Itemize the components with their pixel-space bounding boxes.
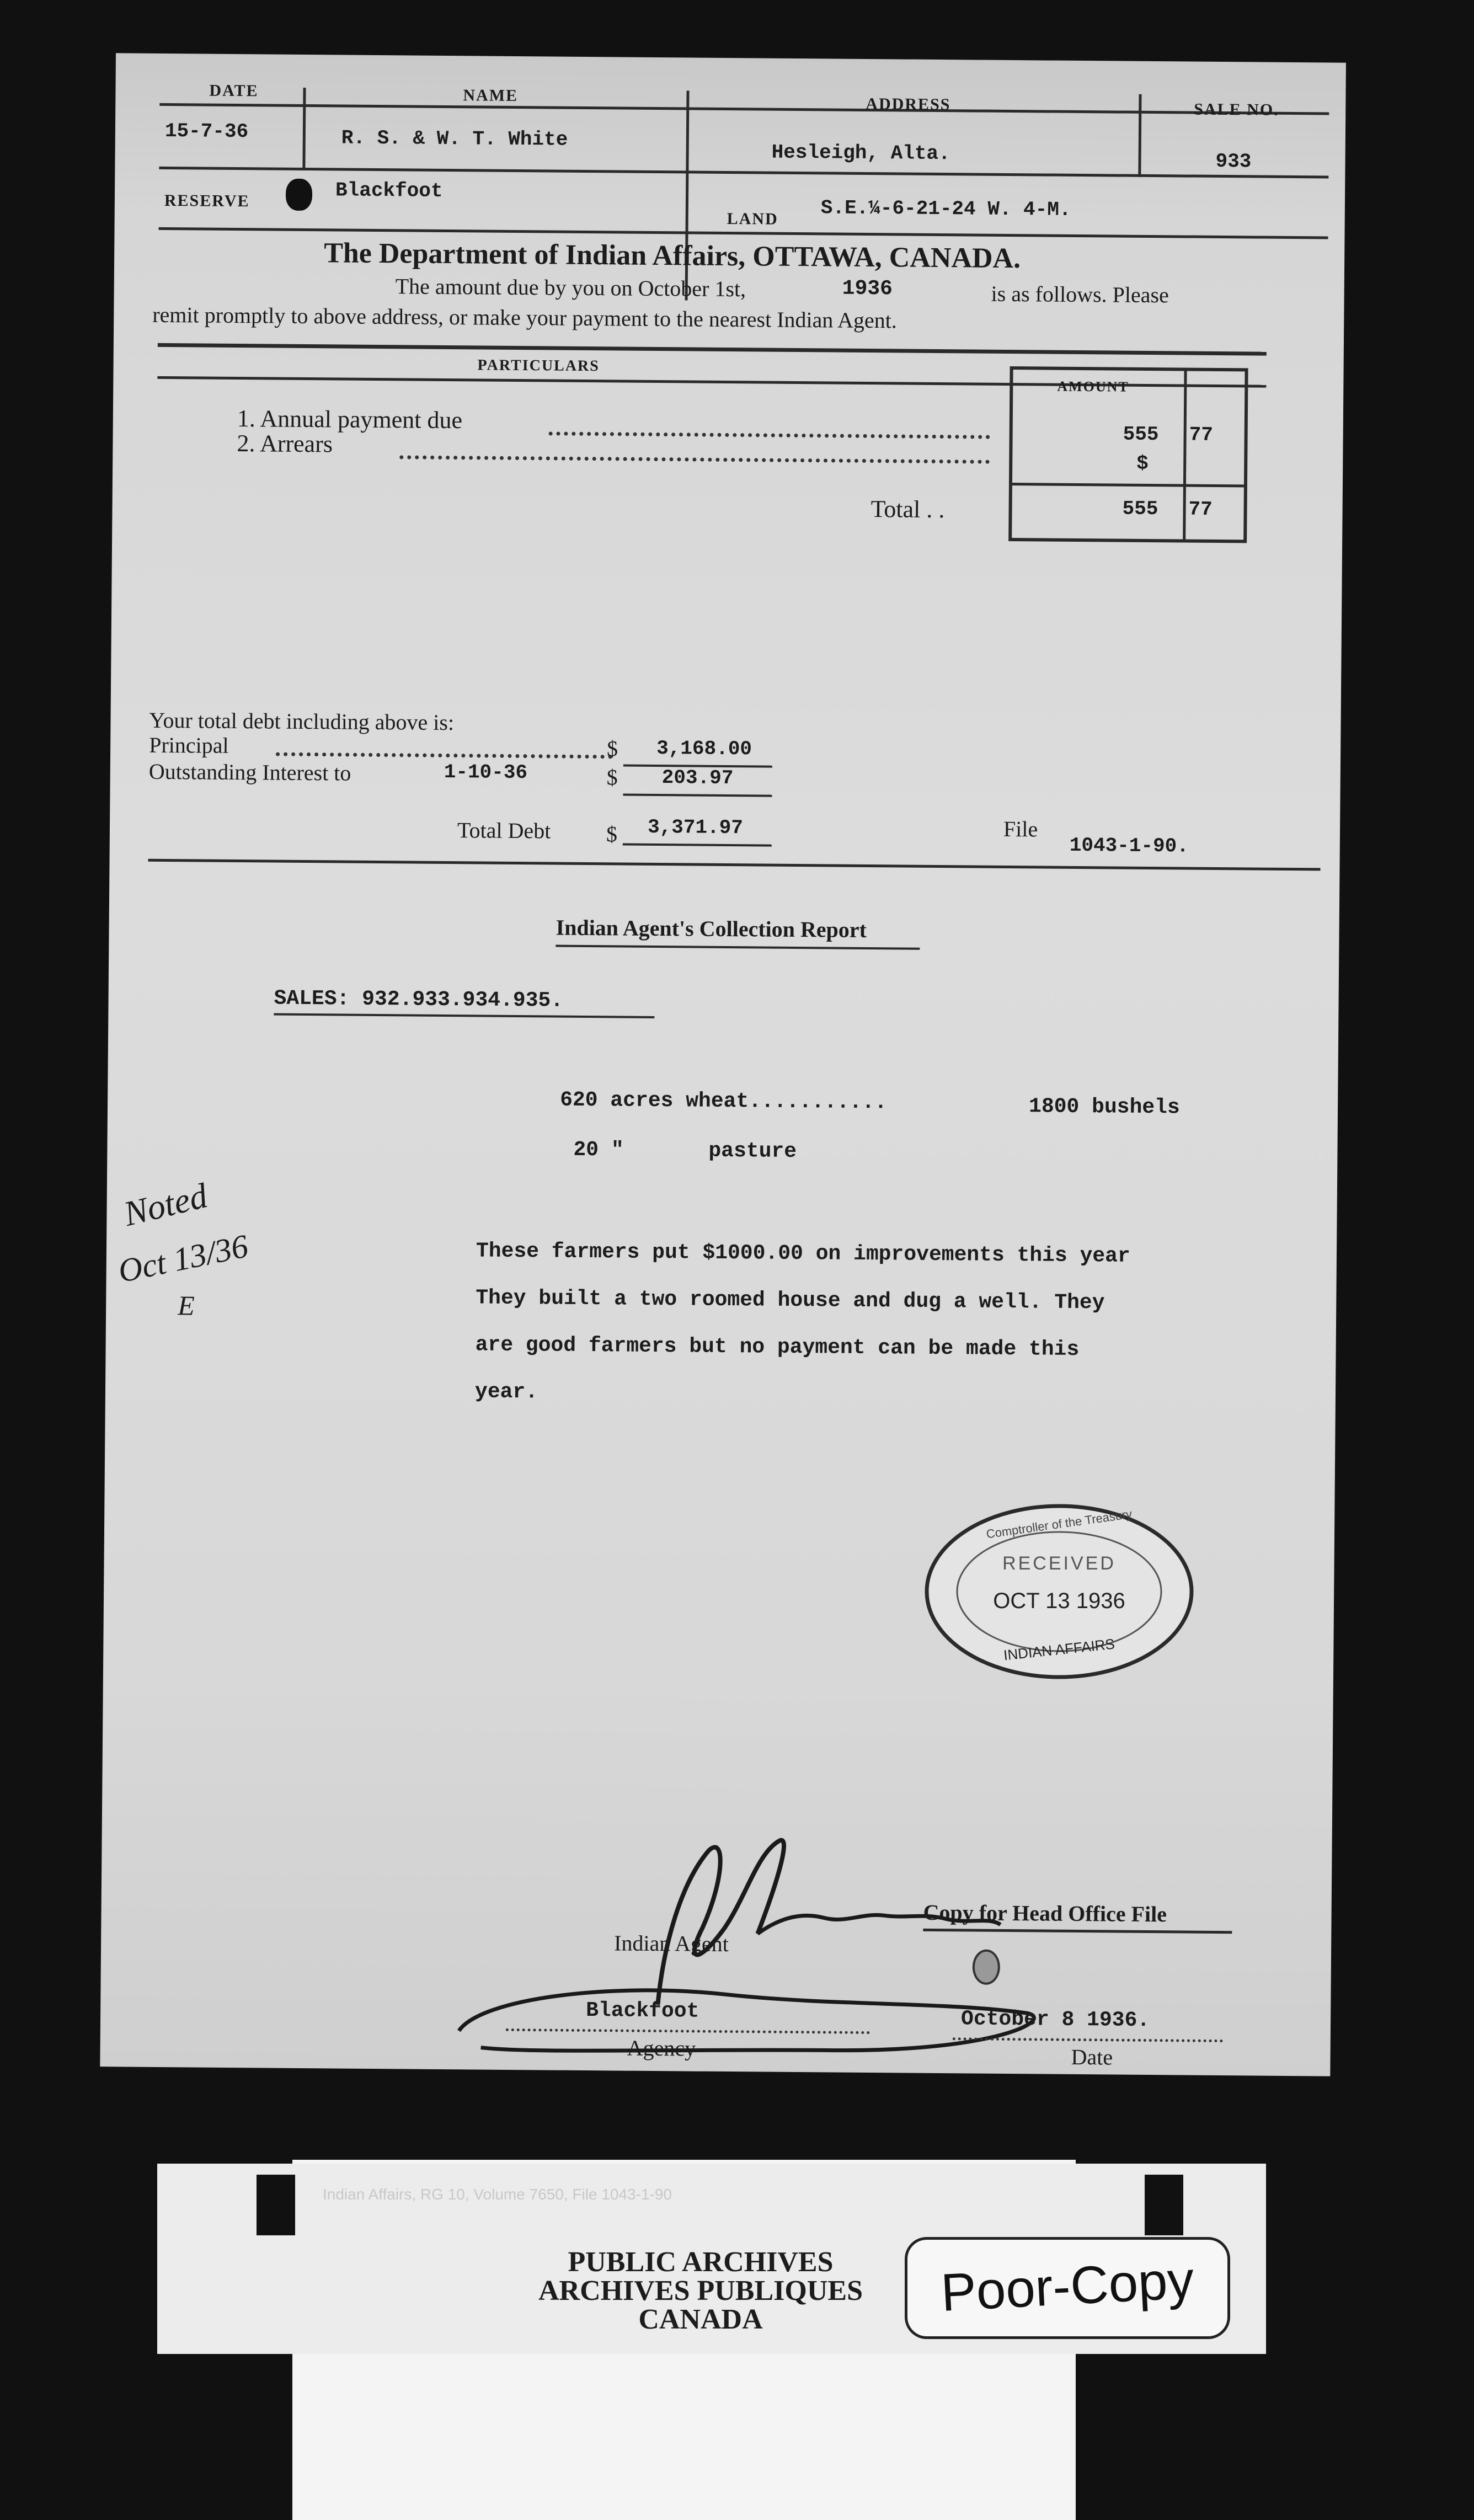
- particulars-top-rule: [158, 343, 1267, 356]
- stamp-arc-bottom: INDIAN AFFAIRS: [1002, 1635, 1116, 1664]
- interest-currency: $: [606, 765, 618, 790]
- total-rule: [1012, 483, 1244, 487]
- received-stamp: [921, 1501, 1197, 1683]
- arrears-label: 2. Arrears: [237, 429, 333, 458]
- name-label: NAME: [463, 86, 519, 105]
- annual-leader-dots: [549, 431, 990, 439]
- header-divider-1: [302, 88, 306, 170]
- poor-copy-text: Poor-Copy: [939, 2250, 1195, 2323]
- header-top-rule: [159, 103, 1329, 115]
- amount-header: AMOUNT: [1057, 378, 1129, 395]
- particulars-header: PARTICULARS: [477, 356, 600, 375]
- stamp-word: RECEIVED: [1002, 1553, 1116, 1574]
- stamp-arc-top: Comptroller of the Treasury: [985, 1507, 1133, 1541]
- archive-line3: CANADA: [638, 2304, 763, 2335]
- agency-value: Blackfoot: [586, 1999, 699, 2024]
- crop-line1-a: 620 acres wheat...........: [559, 1088, 888, 1115]
- mount-notch: [257, 2175, 295, 2235]
- header-divider-3: [1138, 94, 1141, 177]
- total-label: Total . .: [870, 495, 945, 524]
- file-value: 1043-1-90.: [1069, 834, 1189, 858]
- file-label: File: [1003, 816, 1038, 842]
- date-label-footer: Date: [1071, 2044, 1113, 2070]
- principal-leader-dots: [276, 752, 612, 759]
- department-title: The Department of Indian Affairs, OTTAWA, CANADA.: [323, 237, 1021, 275]
- cents-divider: [1183, 371, 1187, 539]
- document-sheet: [100, 53, 1346, 2076]
- address-label: ADDRESS: [866, 94, 951, 114]
- notice-line1-a: The amount due by you on October 1st,: [395, 274, 746, 302]
- copy-label: Copy for Head Office File: [923, 1899, 1167, 1927]
- interest-rule: [623, 794, 772, 797]
- land-label: LAND: [727, 209, 778, 228]
- sale-no-label: SALE NO.: [1194, 100, 1279, 119]
- archive-line1: PUBLIC ARCHIVES: [568, 2246, 834, 2278]
- land-value: S.E.¼-6-21-24 W. 4-M.: [820, 196, 1071, 221]
- total-cents: 77: [1188, 498, 1213, 521]
- report-body-line3: are good farmers but no payment can be made this: [475, 1333, 1080, 1362]
- annual-cents: 77: [1189, 423, 1214, 446]
- punch-mark: [973, 1950, 1001, 1985]
- report-body-line4: year.: [474, 1380, 538, 1405]
- section-divider: [148, 859, 1321, 871]
- principal-currency: $: [606, 736, 618, 761]
- margin-note-noted: Noted: [120, 1176, 211, 1234]
- archive-line2: ARCHIVES PUBLIQUES: [538, 2275, 863, 2307]
- reserve-label: RESERVE: [164, 191, 250, 211]
- stamp-date: OCT 13 1936: [993, 1589, 1125, 1613]
- signature-text: [686, 1859, 828, 1886]
- ink-blot: [286, 179, 312, 211]
- mount-notch-right: [1145, 2175, 1183, 2235]
- crop-line2-a: 20 ": [573, 1138, 624, 1162]
- notice-year: 1936: [842, 276, 893, 301]
- margin-note-date: Oct 13/36: [115, 1227, 252, 1290]
- sales-underline: [274, 1013, 654, 1018]
- annual-dollars: 555: [1123, 423, 1159, 446]
- crop-line1-b: 1800 bushels: [1028, 1095, 1180, 1120]
- signature-flourish: [447, 1816, 1101, 2074]
- sale-no-value: 933: [1215, 150, 1252, 173]
- report-body-line2: They built a two roomed house and dug a well. They: [476, 1286, 1105, 1315]
- total-dollars: 555: [1122, 497, 1158, 521]
- date-label: DATE: [209, 81, 259, 100]
- faint-reference-strip: Indian Affairs, RG 10, Volume 7650, File 1043-1-90: [323, 2186, 672, 2203]
- address-value: Hesleigh, Alta.: [771, 141, 950, 165]
- arrears-leader-dots: [399, 455, 990, 463]
- interest-date: 1-10-36: [444, 760, 528, 784]
- total-debt-value: 3,371.97: [647, 815, 744, 840]
- interest-value: 203.97: [661, 766, 734, 790]
- amount-box: [1008, 366, 1248, 543]
- total-debt-label: Total Debt: [457, 818, 551, 843]
- principal-value: 3,168.00: [656, 736, 752, 761]
- total-debt-rule: [623, 843, 772, 847]
- name-value: R. S. & W. T. White: [341, 126, 568, 151]
- annual-payment-label: 1. Annual payment due: [237, 404, 463, 434]
- debt-intro: Your total debt including above is:: [149, 707, 455, 735]
- interest-label: Outstanding Interest to: [148, 759, 351, 786]
- header-mid-rule: [159, 167, 1328, 179]
- report-title-underline: [556, 945, 920, 950]
- archive-label: [485, 2248, 916, 2334]
- crop-line2-b: pasture: [708, 1139, 797, 1163]
- principal-label: Principal: [149, 732, 229, 758]
- reserve-value: Blackfoot: [335, 179, 443, 202]
- date-value-footer: October 8 1936.: [960, 2007, 1150, 2033]
- date-value: 15-7-36: [164, 119, 249, 143]
- report-title: Indian Agent's Collection Report: [556, 915, 867, 942]
- arrears-dollars: $: [1136, 452, 1149, 475]
- poor-copy-label: [905, 2237, 1230, 2339]
- sales-line: SALES: 932.933.934.935.: [274, 986, 564, 1013]
- indian-agent-label: Indian Agent: [613, 1930, 729, 1957]
- agency-label: Agency: [627, 2035, 696, 2061]
- margin-note-initial: E: [177, 1290, 195, 1321]
- total-debt-currency: $: [606, 821, 618, 847]
- notice-line1-b: is as follows. Please: [991, 281, 1169, 308]
- notice-line2: remit promptly to above address, or make your payment to the nearest Indian Agent.: [152, 302, 898, 333]
- report-body-line1: These farmers put $1000.00 on improvements this year: [476, 1239, 1130, 1268]
